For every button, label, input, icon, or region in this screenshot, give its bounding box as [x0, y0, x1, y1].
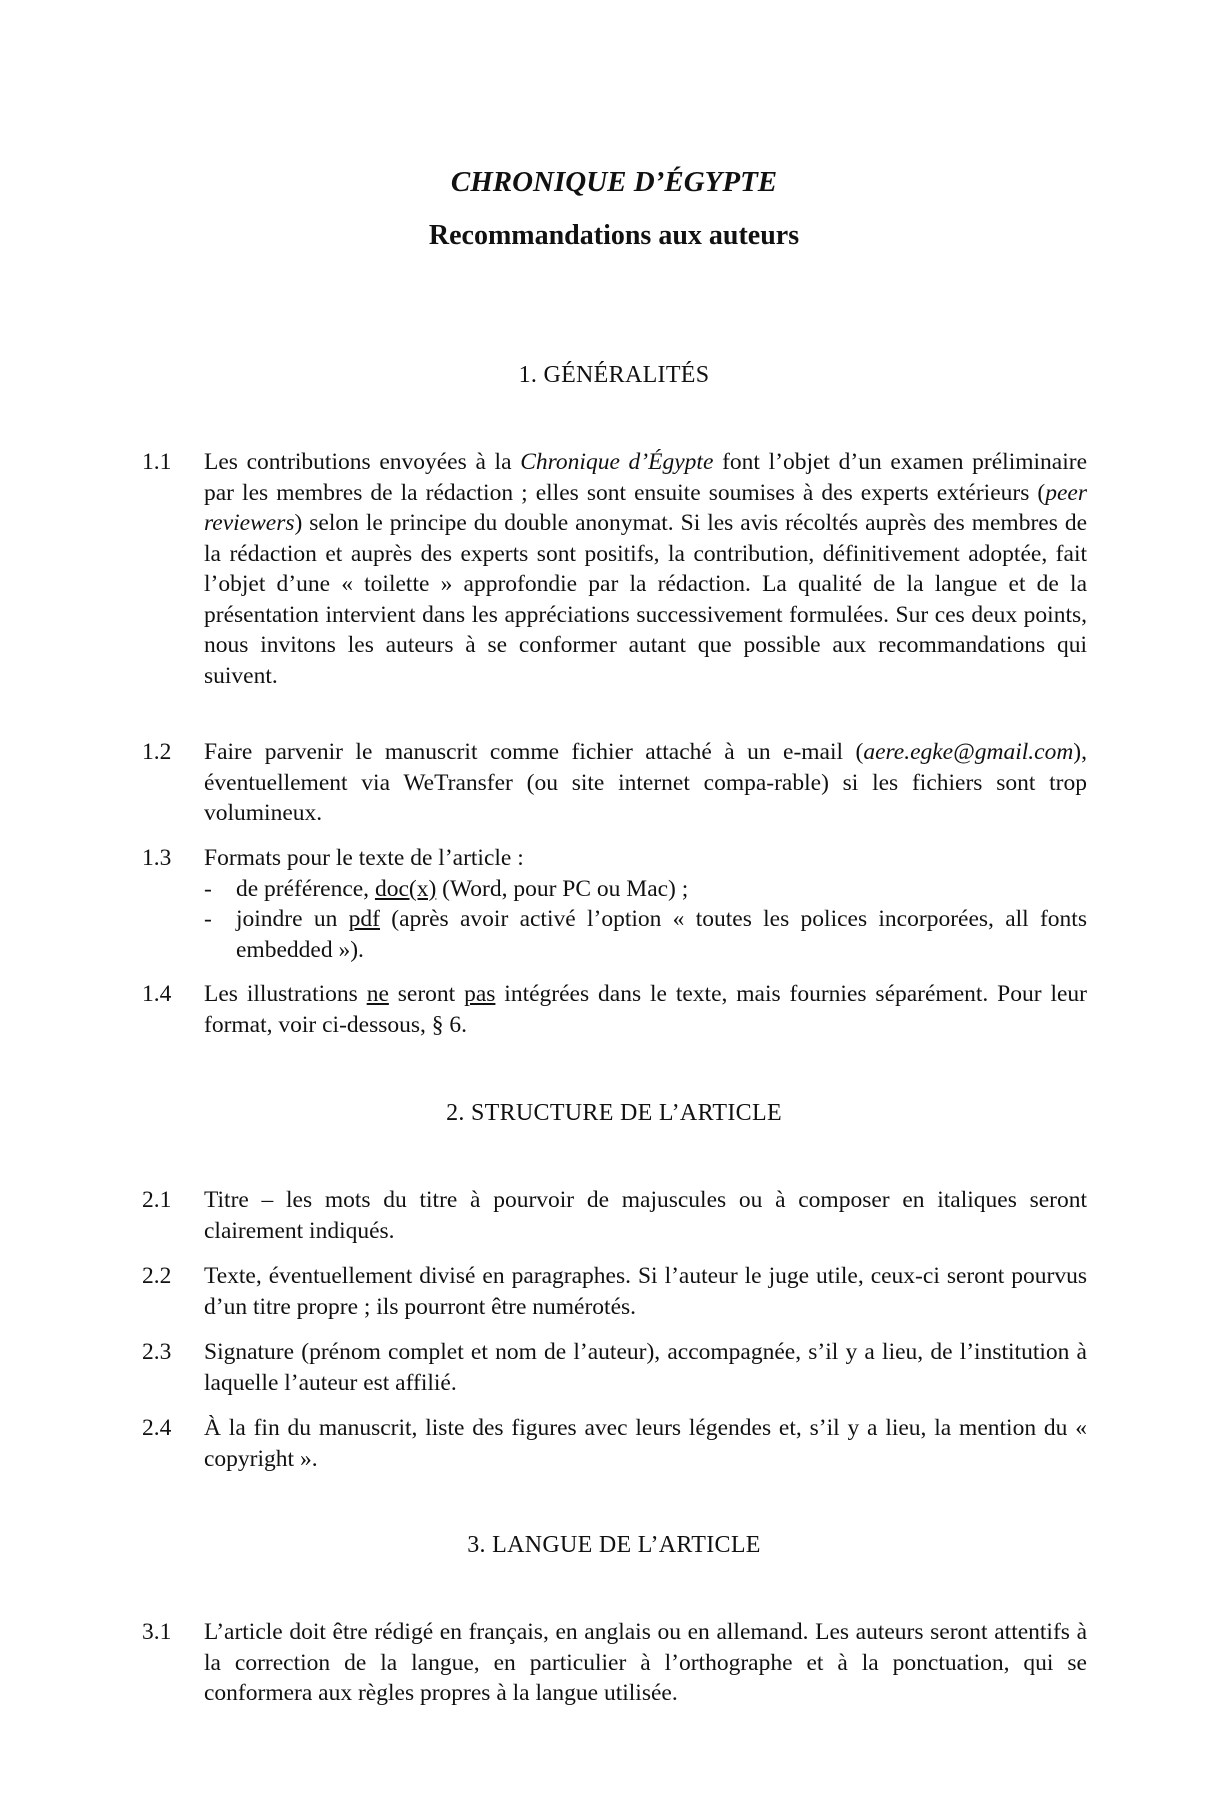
paragraph-number: 2.3 — [142, 1339, 172, 1365]
section-heading-langue: 3. LANGUE DE L’ARTICLE — [467, 1532, 761, 1558]
paragraph-text: L’article doit être rédigé en français, en anglais ou en allemand. Les auteurs seront attentifs à la correction de la langue, en particulier à l’orthographe et à la ponctuation, qui se conformera aux règles propres à la langue utilisée. — [204, 1619, 1087, 1706]
paragraph-text: Signature (prénom complet et nom de l’auteur), accompagnée, s’il y a lieu, de l’institution à laquelle l’auteur est affilié. — [204, 1339, 1087, 1396]
text-run: font l’objet d’un examen préliminaire par les membres de la rédaction ; elles sont ensuite soumises à des experts extérieurs ( — [204, 449, 1088, 506]
section-heading-generalites: 1. GÉNÉRALITÉS — [518, 362, 710, 388]
text-run: seront — [388, 981, 465, 1007]
paragraph-text — [204, 737, 1087, 829]
text-run: Les contributions envoyées à la — [204, 449, 521, 475]
text-run: ), éventuellement via WeTransfer (ou site internet compa-rable) si les fichiers sont trop volumineux. — [204, 739, 1087, 826]
paragraph-number: 2.1 — [142, 1187, 172, 1213]
list-item — [204, 904, 1087, 965]
paragraph-2-2 — [142, 1261, 1087, 1322]
bullet-dash: - — [204, 906, 212, 932]
paragraph-3-1 — [142, 1617, 1087, 1709]
paragraph-number: 1.4 — [142, 981, 172, 1007]
document-subtitle: Recommandations aux auteurs — [428, 220, 800, 251]
text-run: (après avoir activé l’option « toutes les polices incorporées, all fonts embedded »). — [236, 906, 1087, 963]
section-heading-structure: 2. STRUCTURE DE L’ARTICLE — [446, 1100, 782, 1126]
paragraph-1-1 — [142, 447, 1087, 691]
paragraph-text: Titre – les mots du titre à pourvoir de majuscules ou à composer en italiques seront clairement indiqués. — [204, 1187, 1087, 1244]
underlined-term: ne — [366, 981, 389, 1007]
paragraph-2-3 — [142, 1337, 1087, 1398]
paragraph-number: 3.1 — [142, 1619, 172, 1645]
list-item — [204, 874, 1087, 905]
underlined-term: pdf — [348, 906, 380, 932]
email-address: aere.egke@gmail.com — [863, 739, 1074, 765]
paragraph-number: 1.2 — [142, 739, 172, 765]
text-run: ) selon le principe du double anonymat. Si les avis récoltés auprès des membres de la rédaction et auprès des experts sont positifs, la contribution, définitivement adoptée, fait l’objet d’une « toilette » approfondie par la rédaction. La qualité de la langue et de la présentation intervient dans les appréciations successivement formulées. Sur ces deux points, nous invitons les auteurs à se conformer autant que possible aux recommandations qui suivent. — [204, 510, 1087, 689]
italic-term: peer reviewers — [204, 479, 1087, 536]
paragraph-2-1 — [142, 1185, 1087, 1246]
text-run: Faire parvenir le manuscrit comme fichier attaché à un e-mail ( — [204, 739, 864, 765]
text-run: de préférence, — [236, 875, 375, 902]
paragraph-number: 1.1 — [142, 449, 172, 475]
paragraph-text — [204, 843, 1087, 965]
bullet-dash: - — [204, 875, 212, 902]
text-run: intégrées dans le texte, mais fournies séparément. Pour leur format, voir ci-dessous, § 6. — [204, 981, 1088, 1038]
paragraph-text — [204, 979, 1087, 1040]
text-run: Les illustrations — [204, 981, 367, 1007]
paragraph-text — [204, 447, 1087, 691]
text-run: Formats pour le texte de l’article : — [204, 845, 524, 871]
underlined-term: pas — [464, 981, 496, 1007]
paragraph-text: Texte, éventuellement divisé en paragraphes. Si l’auteur le juge utile, ceux-ci seront pourvus d’un titre propre ; ils pourront être numérotés. — [204, 1263, 1087, 1320]
text-run: joindre un — [236, 906, 349, 932]
journal-name: Chronique d’Égypte — [520, 449, 714, 475]
underlined-term: doc(x) — [374, 875, 437, 902]
paragraph-number: 2.4 — [142, 1415, 172, 1441]
paragraph-number: 2.2 — [142, 1263, 172, 1289]
paragraph-1-3 — [142, 843, 1087, 965]
paragraph-1-4 — [142, 979, 1087, 1040]
paragraph-text: À la fin du manuscrit, liste des figures avec leurs légendes et, s’il y a lieu, la mention du « copyright ». — [204, 1415, 1087, 1472]
paragraph-1-2 — [142, 737, 1087, 829]
paragraph-number: 1.3 — [142, 845, 172, 871]
document-title: CHRONIQUE D’ÉGYPTE — [450, 166, 778, 198]
paragraph-2-4 — [142, 1413, 1087, 1474]
text-run: (Word, pour PC ou Mac) ; — [436, 875, 689, 902]
